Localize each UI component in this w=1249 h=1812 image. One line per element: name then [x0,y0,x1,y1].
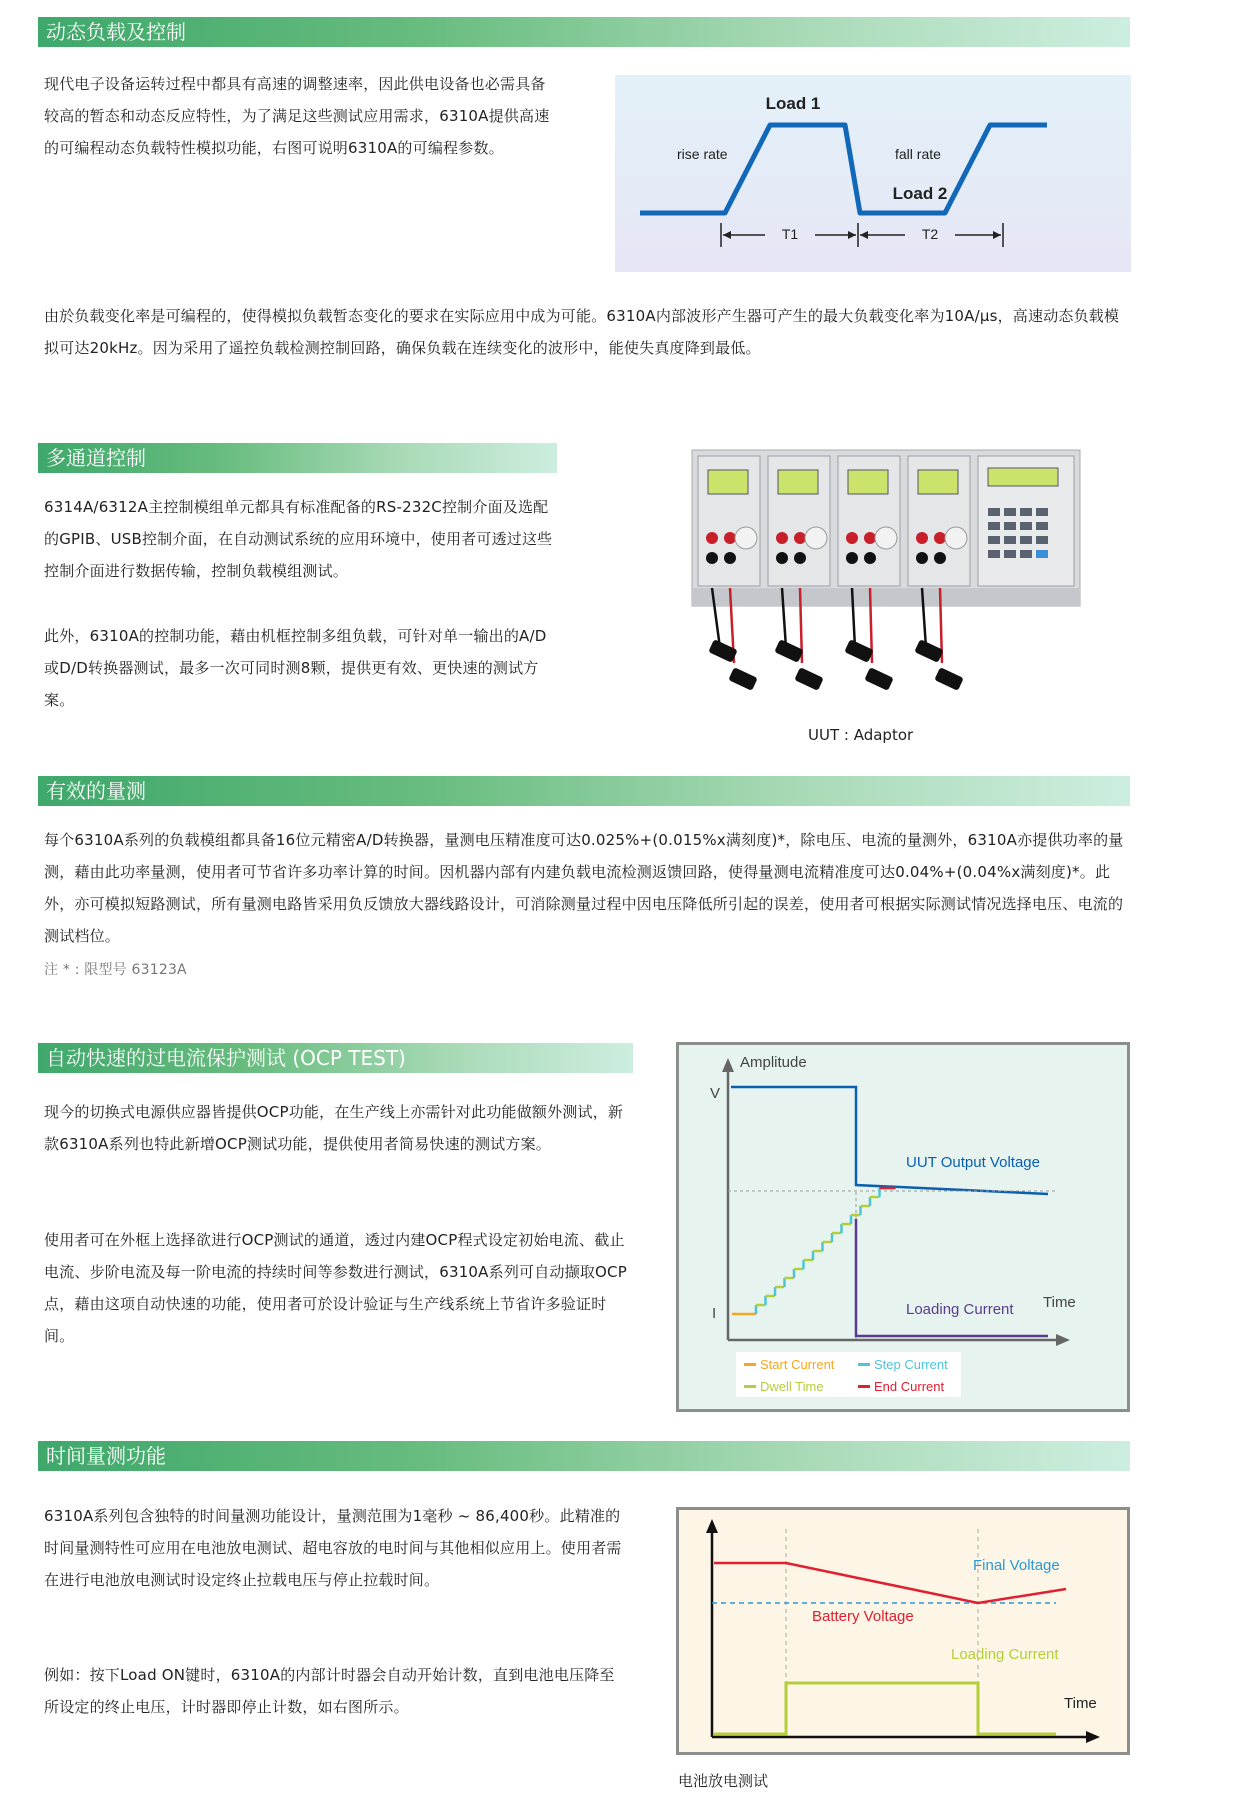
load-module-1 [698,456,760,586]
section-title-ocp: 自动快速的过电流保护测试 (OCP TEST) [38,1043,633,1073]
ocp-paragraph-1: 现今的切换式电源供应器皆提供OCP功能，在生产线上亦需针对此功能做额外测试，新款6310A系列也特此新增OCP测试功能，提供使用者简易快速的测试方案。 [44,1103,624,1153]
dynamic-paragraph-2: 由於负载变化率是可编程的，使得模拟负载暂态变化的要求在实际应用中成为可能。6310A内部波形产生器可产生的最大负载变化率为10A/μs，高速动态负载模拟可达20kHz。因为采用了遥控负载检测控制回路，确保负载在连续变化的波形中，能使失真度降到最低。 [44,307,1120,357]
mainframe-photo [690,448,1082,713]
uut-voltage-label: UUT Output Voltage [906,1154,1040,1171]
loading-current-label: Loading Current [906,1301,1014,1318]
section-title-timing: 时间量测功能 [38,1441,1130,1471]
battery-discharge-chart [676,1507,1130,1755]
ocp-y-axis-label: Amplitude [740,1054,807,1071]
dynamic-paragraph-1: 现代电子设备运转过程中都具有高速的调整速率，因此供电设备也必需具备较高的暂态和动态反应特性，为了满足这些测试应用需求，6310A提供高速的可编程动态负载特性模拟功能，右图可说明6310A的可编程参数。 [44,75,550,157]
section-title-multichannel: 多通道控制 [38,443,557,473]
multichannel-caption: UUT : Adaptor [808,726,914,744]
timing-caption: 电池放电测试 [678,1772,769,1790]
ocp-v-label: V [710,1085,721,1102]
legend-end-current: End Current [874,1379,945,1394]
load-module-2 [768,456,830,586]
section-title-measurement: 有效的量测 [38,776,1130,806]
final-voltage-label: Final Voltage [973,1557,1060,1574]
control-keypad [978,456,1074,586]
timing-paragraph-1: 6310A系列包含独特的时间量测功能设计，量测范围为1毫秒 ~ 86,400秒。此精准的时间量测特性可应用在电池放电测试、超电容放的电时间与其他相似应用上。使用者需在进行电池放电测试时设定终止拉载电压与停止拉载时间。 [44,1507,622,1589]
multichannel-paragraph-1: 6314A/6312A主控制模组单元都具有标准配备的RS-232C控制介面及选配的GPIB、USB控制介面，在自动测试系统的应用环境中，使用者可透过这些控制介面进行数据传输，控制负载模组测试。 [44,498,553,580]
load-module-4 [908,456,970,586]
measurement-paragraph: 每个6310A系列的负载模组都具备16位元精密A/D转换器，量测电压精准度可达0.025%+(0.015%x满刻度)*，除电压、电流的量测外，6310A亦提供功率的量测，藉由此功率量测，使用者可节省许多功率计算的时间。因机器内部有内建负载电流检测返馈回路，使得量测电流精准度可达0.04%+(0.04%x满刻度)*。此外，亦可模拟短路测试，所有量测电路皆采用负反馈放大器线路设计，可消除测量过程中因电压降低所引起的误差，使用者可根据实际测试情况选择电压、电流的测试档位。 [44,831,1124,945]
ocp-i-label: I [712,1305,717,1322]
loading-current-label-battery: Loading Current [951,1646,1059,1663]
legend-step-current: Step Current [874,1357,948,1372]
legend-dwell-time: Dwell Time [760,1379,824,1394]
ocp-x-axis-label: Time [1043,1294,1076,1311]
load-module-3 [838,456,900,586]
measurement-note: 注 * : 限型号 63123A [44,962,187,978]
fall-rate-label: fall rate [895,146,941,162]
multichannel-paragraph-2: 此外，6310A的控制功能，藉由机框控制多组负载，可针对单一输出的A/D或D/D转换器测试，最多一次可同时测8颗，提供更有效、更快速的测试方案。 [44,627,547,709]
t1-label: T1 [781,226,799,242]
ocp-chart [676,1042,1130,1412]
dynamic-load-diagram [615,75,1131,272]
timing-paragraph-2: 例如：按下Load ON键时，6310A的内部计时器会自动开始计数，直到电池电压降至所设定的终止电压，计时器即停止计数，如右图所示。 [44,1666,615,1716]
rise-rate-label: rise rate [677,146,728,162]
load1-label: Load 1 [765,94,821,113]
load2-label: Load 2 [892,184,948,203]
time-axis-label: Time [1064,1695,1097,1712]
battery-voltage-label: Battery Voltage [812,1608,914,1625]
legend-start-current: Start Current [760,1357,835,1372]
ocp-paragraph-2: 使用者可在外框上选择欲进行OCP测试的通道，透过内建OCP程式设定初始电流、截止电流、步阶电流及每一阶电流的持续时间等参数进行测试，6310A系列可自动撷取OCP点，藉由这项自动快速的功能，使用者可於设计验证与生产线系统上节省许多验证时间。 [44,1231,627,1345]
section-title-dynamic: 动态负载及控制 [38,17,1130,47]
t2-label: T2 [921,226,939,242]
